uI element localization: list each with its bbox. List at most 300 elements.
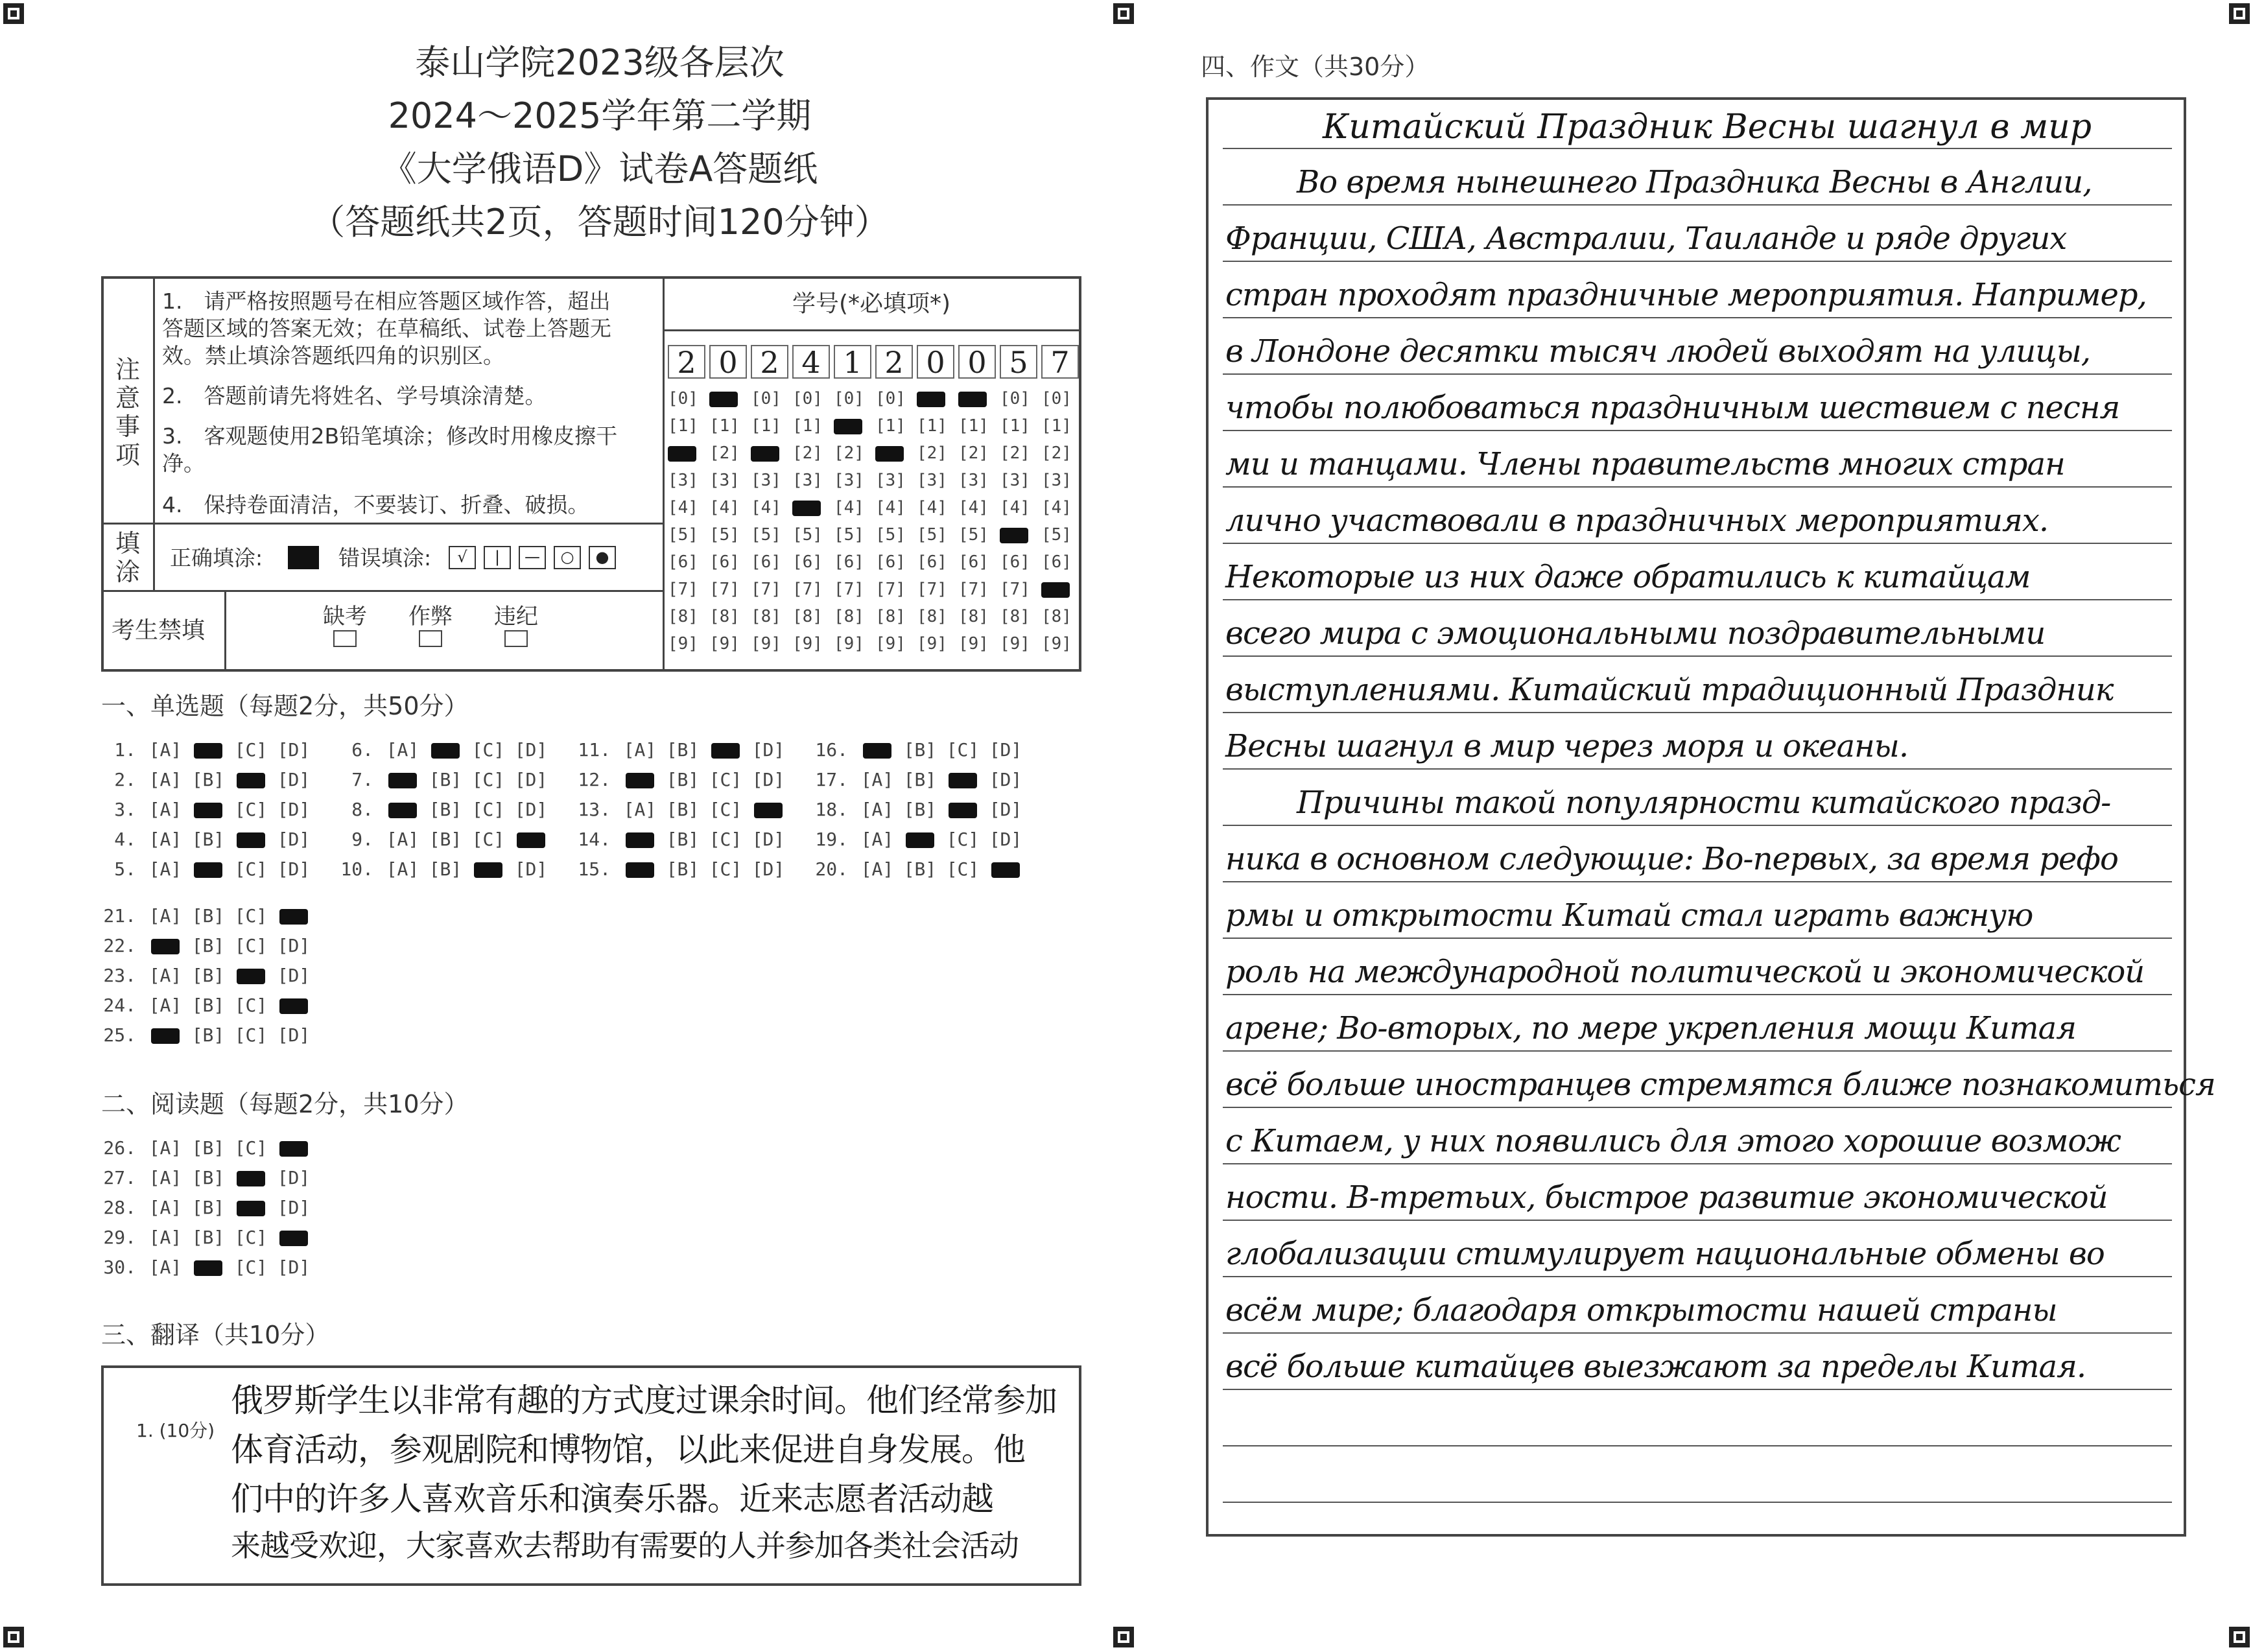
student-id-bubble-filled[interactable] (709, 389, 738, 408)
option-bubble-filled[interactable] (467, 858, 510, 880)
student-id-bubble[interactable]: [3] (709, 471, 740, 490)
student-id-bubble[interactable]: [8] (1000, 607, 1030, 626)
option-bubble-filled[interactable] (187, 799, 230, 821)
student-id-bubble[interactable]: [6] (917, 552, 947, 572)
option-bubble[interactable]: [C] (946, 858, 980, 880)
question-number: 10. (340, 858, 373, 880)
student-id-bubble[interactable]: [1] (875, 416, 906, 436)
option-bubble[interactable]: [B] (191, 935, 225, 956)
question-row (97, 829, 315, 851)
essay-ruled-line (1223, 148, 2172, 149)
option-bubble[interactable]: [C] (709, 769, 742, 790)
option-bubble[interactable]: [B] (429, 769, 462, 790)
option-bubble[interactable]: [B] (191, 1167, 225, 1188)
option-bubble[interactable]: [C] (234, 1137, 268, 1159)
option-bubble-filled[interactable] (381, 799, 424, 821)
option-bubble[interactable]: [B] (191, 1227, 225, 1248)
filled-mark (1000, 528, 1028, 543)
filled-mark (834, 419, 862, 434)
option-bubble-filled[interactable] (941, 769, 984, 791)
student-id-bubble[interactable]: [8] (1041, 607, 1072, 626)
option-bubble[interactable]: [B] (666, 829, 700, 850)
essay-ruled-line (1223, 1389, 2172, 1390)
student-id-bubble[interactable]: [3] (875, 471, 906, 490)
student-id-bubble[interactable]: [8] (834, 607, 864, 626)
question-number: 12. (578, 769, 611, 790)
option-bubble-filled[interactable] (619, 769, 661, 791)
student-id-digit-cell[interactable]: 4 (792, 345, 830, 379)
student-id-bubble[interactable]: [4] (834, 498, 864, 517)
question-row (97, 1227, 315, 1249)
student-id-bubble[interactable]: [7] (792, 580, 823, 599)
student-id-bubble[interactable]: [0] (1000, 389, 1030, 408)
option-bubble-filled[interactable] (984, 858, 1027, 880)
option-bubble[interactable]: [D] (514, 739, 548, 761)
student-id-bubble[interactable]: [1] (1041, 416, 1072, 436)
option-bubble[interactable]: [A] (386, 739, 419, 761)
student-id-bubble[interactable]: [4] (917, 498, 947, 517)
question-row (335, 739, 552, 761)
student-id-bubble[interactable]: [6] (875, 552, 906, 572)
student-id-digit-cell[interactable]: 2 (875, 345, 913, 379)
student-id-digit-cell[interactable]: 2 (668, 345, 705, 379)
question-number: 25. (103, 1024, 136, 1046)
student-id-bubble[interactable]: [6] (709, 552, 740, 572)
option-bubble[interactable]: [D] (277, 858, 311, 880)
option-bubble[interactable]: [A] (860, 799, 894, 820)
option-bubble-filled[interactable] (510, 829, 552, 851)
question-number: 13. (578, 799, 611, 820)
student-id-bubble[interactable]: [5] (958, 525, 989, 545)
student-id-bubble[interactable]: [8] (668, 607, 698, 626)
student-id-bubble[interactable]: [6] (668, 552, 698, 572)
translation-line: 来越受欢迎，大家喜欢去帮助有需要的人并参加各类社会活动 (231, 1528, 1019, 1563)
student-id-bubble[interactable]: [7] (1000, 580, 1030, 599)
student-id-bubble[interactable]: [9] (958, 634, 989, 654)
question-number: 26. (103, 1137, 136, 1159)
option-bubble-filled[interactable] (619, 858, 661, 880)
option-bubble[interactable]: [D] (989, 829, 1022, 850)
option-bubble[interactable]: [C] (471, 769, 505, 790)
filled-mark (194, 862, 222, 878)
filled-mark (751, 446, 779, 462)
student-id-bubble[interactable]: [4] (875, 498, 906, 517)
student-id-bubble[interactable]: [7] (917, 580, 947, 599)
option-bubble[interactable]: [C] (234, 935, 268, 956)
student-id-bubble[interactable]: [0] (834, 389, 864, 408)
option-bubble[interactable]: [D] (277, 739, 311, 761)
option-bubble[interactable]: [C] (709, 829, 742, 850)
option-bubble[interactable]: [D] (277, 799, 311, 820)
absent-checkbox[interactable] (333, 630, 357, 647)
option-bubble-filled[interactable] (747, 799, 790, 821)
essay-line: всём мире; благодаря открытости нашей страны (1225, 1292, 2057, 1328)
student-id-bubble[interactable]: [9] (668, 634, 698, 654)
option-bubble[interactable]: [D] (277, 1257, 311, 1278)
option-bubble-filled[interactable] (272, 1137, 315, 1159)
option-bubble[interactable]: [D] (751, 858, 785, 880)
student-id-bubble[interactable]: [9] (709, 634, 740, 654)
student-id-digit-cell[interactable]: 0 (709, 345, 747, 379)
student-id-bubble[interactable]: [6] (792, 552, 823, 572)
cheat-checkbox[interactable] (419, 630, 442, 647)
student-id-bubble[interactable]: [6] (1000, 552, 1030, 572)
notice-label-char: 项 (115, 441, 140, 469)
student-id-bubble[interactable]: [4] (668, 498, 698, 517)
student-id-bubble[interactable]: [9] (917, 634, 947, 654)
student-id-bubble[interactable]: [9] (792, 634, 823, 654)
student-id-bubble[interactable]: [4] (1000, 498, 1030, 517)
option-bubble[interactable]: [D] (751, 739, 785, 761)
student-id-bubble[interactable]: [2] (792, 443, 823, 463)
header-school-line: 泰山学院2023级各层次 (415, 42, 784, 83)
option-bubble[interactable]: [B] (191, 1197, 225, 1218)
student-id-digit-cell[interactable]: 5 (1000, 345, 1037, 379)
option-bubble-filled[interactable] (144, 935, 187, 957)
student-id-bubble-filled[interactable] (875, 443, 904, 463)
student-id-bubble[interactable]: [1] (917, 416, 947, 436)
student-id-bubble-filled[interactable] (1000, 525, 1028, 545)
student-id-bubble[interactable]: [8] (792, 607, 823, 626)
absent-field[interactable] (319, 603, 371, 647)
student-id-bubble-filled[interactable] (1041, 580, 1070, 599)
question-number: 20. (815, 858, 848, 880)
option-bubble[interactable]: [C] (709, 858, 742, 880)
student-id-bubble-filled[interactable] (917, 389, 945, 408)
essay-ruled-line (1223, 655, 2172, 657)
notice-label-char: 事 (115, 412, 140, 441)
student-id-bubble[interactable]: [3] (1041, 471, 1072, 490)
option-bubble[interactable]: [A] (148, 1167, 182, 1188)
student-id-bubble[interactable]: [0] (751, 389, 781, 408)
student-id-bubble[interactable]: [4] (709, 498, 740, 517)
option-bubble[interactable]: [A] (860, 769, 894, 790)
option-bubble-filled[interactable] (230, 829, 272, 851)
student-id-bubble-filled[interactable] (834, 416, 862, 436)
option-bubble-filled[interactable] (899, 829, 941, 851)
student-id-bubble[interactable]: [1] (792, 416, 823, 436)
student-id-bubble[interactable]: [8] (751, 607, 781, 626)
student-id-digit-cell[interactable]: 7 (1041, 345, 1079, 379)
violation-checkbox[interactable] (504, 630, 528, 647)
student-id-bubble[interactable]: [9] (1000, 634, 1030, 654)
option-bubble[interactable]: [B] (666, 858, 700, 880)
student-id-bubble-filled[interactable] (668, 443, 696, 463)
student-id-bubble-filled[interactable] (751, 443, 779, 463)
student-id-bubble[interactable]: [9] (875, 634, 906, 654)
option-bubble[interactable]: [C] (234, 1257, 268, 1278)
filled-mark (194, 803, 222, 818)
option-bubble[interactable]: [A] (148, 769, 182, 790)
essay-ruled-line (1223, 994, 2172, 995)
option-bubble[interactable]: [D] (277, 829, 311, 850)
option-bubble[interactable]: [C] (471, 829, 505, 850)
student-id-bubble[interactable]: [7] (875, 580, 906, 599)
student-id-bubble[interactable]: [3] (1000, 471, 1030, 490)
question-row (97, 1197, 315, 1219)
option-bubble[interactable]: [C] (234, 799, 268, 820)
filled-mark (668, 446, 696, 462)
option-bubble[interactable]: [D] (989, 799, 1022, 820)
option-bubble[interactable]: [A] (860, 858, 894, 880)
essay-ruled-line (1223, 599, 2172, 600)
option-bubble-filled[interactable] (272, 995, 315, 1017)
essay-line: ности. В-третьих, быстрое развитие экономической (1225, 1179, 2108, 1216)
student-id-bubble[interactable]: [5] (709, 525, 740, 545)
option-bubble[interactable]: [C] (234, 905, 268, 926)
violation-field[interactable] (490, 603, 542, 647)
option-bubble-filled[interactable] (424, 739, 467, 761)
option-bubble[interactable]: [D] (989, 739, 1022, 761)
student-id-bubble[interactable]: [7] (958, 580, 989, 599)
student-id-bubble[interactable]: [0] (668, 389, 698, 408)
student-id-bubble[interactable]: [5] (875, 525, 906, 545)
option-bubble-filled[interactable] (272, 1227, 315, 1249)
question-number: 1. (114, 739, 136, 761)
question-number: 9. (351, 829, 373, 850)
student-id-bubble[interactable]: [6] (958, 552, 989, 572)
question-row (809, 858, 1027, 880)
notice-item-3: 3. 客观题使用2B铅笔填涂；修改时用橡皮擦干净。 (162, 423, 618, 476)
option-bubble[interactable]: [B] (191, 995, 225, 1016)
option-bubble[interactable]: [B] (191, 1137, 225, 1159)
student-id-bubble[interactable]: [4] (958, 498, 989, 517)
student-id-bubble[interactable]: [8] (917, 607, 947, 626)
option-bubble[interactable]: [A] (148, 1227, 182, 1248)
option-bubble[interactable]: [C] (234, 739, 268, 761)
option-bubble[interactable]: [A] (148, 739, 182, 761)
option-bubble-filled[interactable] (230, 1167, 272, 1189)
option-bubble-filled[interactable] (187, 739, 230, 761)
student-id-bubble[interactable]: [6] (834, 552, 864, 572)
question-number: 30. (103, 1257, 136, 1278)
option-bubble[interactable]: [B] (903, 769, 937, 790)
filled-mark (194, 743, 222, 759)
option-bubble[interactable]: [D] (751, 769, 785, 790)
option-bubble-filled[interactable] (187, 1257, 230, 1279)
student-id-bubble[interactable]: [3] (917, 471, 947, 490)
option-bubble-filled[interactable] (144, 1024, 187, 1046)
option-bubble[interactable]: [C] (471, 799, 505, 820)
student-id-bubble[interactable]: [5] (917, 525, 947, 545)
student-id-bubble[interactable]: [4] (1041, 498, 1072, 517)
option-bubble[interactable]: [D] (277, 1024, 311, 1046)
filled-mark (431, 743, 460, 759)
option-bubble[interactable]: [A] (623, 799, 657, 820)
student-id-bubble[interactable]: [3] (668, 471, 698, 490)
student-id-bubble[interactable]: [5] (751, 525, 781, 545)
student-id-bubble[interactable]: [3] (834, 471, 864, 490)
option-bubble[interactable]: [A] (148, 799, 182, 820)
essay-line: Причины такой популярности китайского празд- (1297, 785, 2111, 821)
filled-mark (279, 909, 308, 925)
option-bubble[interactable]: [A] (148, 829, 182, 850)
option-bubble[interactable]: [C] (234, 858, 268, 880)
option-bubble[interactable]: [A] (148, 1197, 182, 1218)
option-bubble[interactable]: [A] (148, 965, 182, 986)
option-bubble[interactable]: [D] (277, 965, 311, 986)
option-bubble[interactable]: [B] (666, 799, 700, 820)
student-id-bubble[interactable]: [9] (751, 634, 781, 654)
option-bubble[interactable]: [B] (191, 965, 225, 986)
essay-line: Некоторые из них даже обратились к китайцам (1225, 559, 2031, 595)
filled-mark (958, 392, 987, 407)
option-bubble[interactable]: [D] (277, 1197, 311, 1218)
student-id-bubble[interactable]: [3] (751, 471, 781, 490)
option-bubble[interactable]: [A] (623, 739, 657, 761)
student-id-bubble[interactable]: [7] (834, 580, 864, 599)
student-id-bubble[interactable]: [7] (709, 580, 740, 599)
student-id-digit-cell[interactable]: 1 (834, 345, 871, 379)
filled-mark (237, 969, 265, 984)
student-id-bubble-filled[interactable] (792, 498, 821, 517)
question-row (97, 905, 315, 927)
option-bubble[interactable]: [B] (191, 769, 225, 790)
student-id-bubble[interactable]: [8] (709, 607, 740, 626)
question-number: 15. (578, 858, 611, 880)
option-bubble[interactable]: [B] (666, 739, 700, 761)
option-bubble-filled[interactable] (619, 829, 661, 851)
essay-ruled-line (1223, 1163, 2172, 1164)
option-bubble-filled[interactable] (230, 769, 272, 791)
option-bubble-filled[interactable] (941, 799, 984, 821)
question-row (572, 769, 790, 791)
option-bubble[interactable]: [D] (514, 799, 548, 820)
student-id-bubble[interactable]: [7] (751, 580, 781, 599)
header-term-line: 2024～2025学年第二学期 (388, 95, 812, 136)
option-bubble-filled[interactable] (272, 905, 315, 927)
student-id-bubble[interactable]: [1] (958, 416, 989, 436)
option-bubble-filled[interactable] (381, 769, 424, 791)
essay-line: рмы и открытости Китай стал играть важную (1225, 897, 2033, 934)
student-id-bubble[interactable]: [8] (958, 607, 989, 626)
question-row (809, 769, 1027, 791)
student-id-bubble[interactable]: [1] (1000, 416, 1030, 436)
student-id-bubble[interactable]: [0] (875, 389, 906, 408)
option-bubble[interactable]: [A] (148, 858, 182, 880)
option-bubble[interactable]: [C] (234, 1227, 268, 1248)
option-bubble[interactable]: [B] (429, 799, 462, 820)
student-id-bubble[interactable]: [5] (668, 525, 698, 545)
student-id-bubble[interactable]: [6] (1041, 552, 1072, 572)
option-bubble[interactable]: [D] (514, 769, 548, 790)
student-id-bubble[interactable]: [0] (1041, 389, 1072, 408)
student-id-bubble-filled[interactable] (958, 389, 987, 408)
option-bubble[interactable]: [B] (666, 769, 700, 790)
student-id-bubble[interactable]: [4] (751, 498, 781, 517)
filled-mark (279, 1141, 308, 1157)
student-id-bubble[interactable]: [9] (834, 634, 864, 654)
filled-mark (1041, 582, 1070, 598)
essay-line: лично участвовали в праздничных мероприятиях. (1225, 502, 2049, 539)
option-bubble[interactable]: [C] (471, 739, 505, 761)
student-id-bubble[interactable]: [2] (709, 443, 740, 463)
option-bubble-filled[interactable] (230, 1197, 272, 1219)
section-single-choice-title: 一、单选题（每题2分，共50分） (101, 692, 469, 720)
student-id-bubble[interactable]: [2] (834, 443, 864, 463)
student-id-bubble[interactable]: [9] (1041, 634, 1072, 654)
option-bubble[interactable]: [B] (903, 739, 937, 761)
question-number: 21. (103, 905, 136, 926)
student-id-bubble[interactable]: [0] (792, 389, 823, 408)
student-id-bubble[interactable]: [3] (792, 471, 823, 490)
wrong-fill-label: 错误填涂: (338, 545, 432, 571)
student-id-bubble[interactable]: [7] (668, 580, 698, 599)
filled-mark (754, 803, 783, 818)
option-bubble[interactable]: [C] (946, 829, 980, 850)
option-bubble[interactable]: [A] (860, 829, 894, 850)
option-bubble[interactable]: [A] (148, 995, 182, 1016)
option-bubble[interactable]: [A] (386, 858, 419, 880)
student-id-bubble[interactable]: [2] (1000, 443, 1030, 463)
student-id-bubble[interactable]: [1] (668, 416, 698, 436)
student-id-bubble[interactable]: [5] (1041, 525, 1072, 545)
option-bubble[interactable]: [D] (277, 1167, 311, 1188)
option-bubble[interactable]: [D] (514, 858, 548, 880)
option-bubble-filled[interactable] (856, 739, 899, 761)
option-bubble[interactable]: [A] (148, 1257, 182, 1278)
filled-mark (949, 803, 977, 818)
student-id-bubble[interactable]: [2] (917, 443, 947, 463)
option-bubble[interactable]: [B] (191, 905, 225, 926)
corner-registration-mark (3, 3, 25, 25)
option-bubble[interactable]: [B] (429, 858, 462, 880)
option-bubble[interactable]: [A] (148, 1137, 182, 1159)
option-bubble[interactable]: [D] (751, 829, 785, 850)
option-bubble[interactable]: [C] (234, 995, 268, 1016)
question-row (809, 799, 1027, 821)
option-bubble[interactable]: [D] (989, 769, 1022, 790)
student-id-digit-cell[interactable]: 0 (917, 345, 954, 379)
student-id-bubble[interactable]: [6] (751, 552, 781, 572)
filled-mark (237, 1171, 265, 1186)
translation-line: 们中的许多人喜欢音乐和演奏乐器。近来志愿者活动越 (231, 1480, 993, 1518)
student-id-digit-cell[interactable]: 2 (751, 345, 788, 379)
essay-line: Во время нынешнего Праздника Весны в Англии, (1297, 164, 2092, 200)
cheat-field[interactable] (405, 603, 456, 647)
option-bubble[interactable]: [A] (386, 829, 419, 850)
student-id-bubble[interactable]: [2] (958, 443, 989, 463)
option-bubble-filled[interactable] (230, 965, 272, 987)
student-id-bubble[interactable]: [3] (958, 471, 989, 490)
filled-mark (626, 832, 654, 848)
student-id-bubble[interactable]: [8] (875, 607, 906, 626)
essay-line: выступлениями. Китайский традиционный Праздник (1225, 672, 2114, 708)
question-row (97, 799, 315, 821)
student-id-bubble[interactable]: [5] (792, 525, 823, 545)
option-bubble[interactable]: [C] (946, 739, 980, 761)
option-bubble-filled[interactable] (704, 739, 747, 761)
option-bubble[interactable]: [C] (709, 799, 742, 820)
student-id-bubble[interactable]: [5] (834, 525, 864, 545)
option-bubble[interactable]: [B] (191, 1024, 225, 1046)
option-bubble[interactable]: [B] (903, 799, 937, 820)
option-bubble-filled[interactable] (187, 858, 230, 880)
student-id-bubble[interactable]: [1] (709, 416, 740, 436)
option-bubble[interactable]: [B] (429, 829, 462, 850)
option-bubble[interactable]: [B] (903, 858, 937, 880)
option-bubble[interactable]: [A] (148, 905, 182, 926)
filled-mark (237, 832, 265, 848)
student-id-bubble[interactable]: [2] (1041, 443, 1072, 463)
student-id-digit-cell[interactable]: 0 (958, 345, 996, 379)
essay-line: ми и танцами. Члены правительств многих стран (1225, 446, 2065, 482)
option-bubble[interactable]: [D] (277, 769, 311, 790)
option-bubble[interactable]: [B] (191, 829, 225, 850)
student-id-bubble[interactable]: [1] (751, 416, 781, 436)
option-bubble[interactable]: [C] (234, 1024, 268, 1046)
option-bubble[interactable]: [D] (277, 935, 311, 956)
